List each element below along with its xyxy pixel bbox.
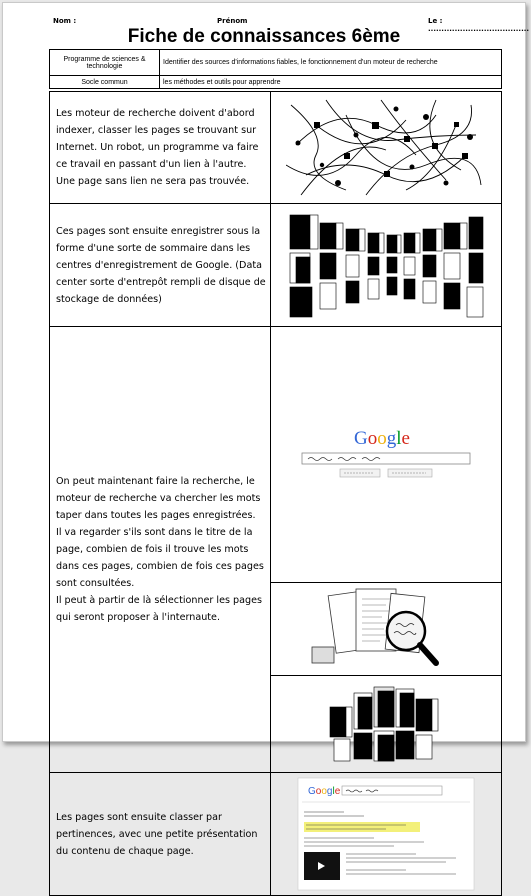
socle-label: Socle commun <box>50 76 160 89</box>
page-title: Fiche de connaissances 6ème <box>127 26 401 47</box>
results-page-image <box>286 776 486 892</box>
google-logo-letter: g <box>386 427 397 449</box>
search-paragraph-3: Il peut à partir de là sélectionner les pages qui seront proposer à l'internaute. <box>56 595 262 623</box>
google-logo-letter: o <box>315 786 322 797</box>
google-logo-letter: l <box>332 786 335 797</box>
google-results-logo <box>308 786 341 797</box>
nom-label: Nom : <box>53 17 77 25</box>
google-logo-letter: g <box>326 786 333 797</box>
magnifier-image <box>286 585 486 673</box>
google-search-image <box>286 425 486 485</box>
socle-value: les méthodes et outils pour apprendre <box>160 76 502 89</box>
network-graph-cell <box>271 92 502 204</box>
search-paragraph-1: On peut maintenant faire la recherche, le moteur de recherche va chercher les mots taper dans toutes les pages enregistrées. <box>56 476 261 521</box>
google-logo-letter: e <box>401 427 410 449</box>
ranked-blocks-image <box>286 679 486 769</box>
google-logo <box>354 428 410 449</box>
search-text <box>50 327 271 773</box>
google-logo-letter: l <box>396 427 402 449</box>
worksheet-page <box>2 2 530 857</box>
google-logo-letter: G <box>308 786 316 797</box>
google-logo-letter: G <box>354 427 368 449</box>
google-logo-letter: o <box>367 427 378 449</box>
content-table <box>49 91 502 896</box>
storage-text: Ces pages sont ensuite enregistrer sous la forme d'une sorte de sommaire dans les centres d'enregistrement de Google. (Data center sorte d'entrepôt rempli de disque de stockage de données) <box>50 204 271 327</box>
data-center-cell <box>271 204 502 327</box>
results-page-cell <box>271 773 502 896</box>
programme-label: Programme de sciences & technologie <box>50 50 160 76</box>
search-paragraph-2: Il va regarder s'ils sont dans le titre de la page, combien de fois il trouve les mots dans ces pages, combien de fois ces pages sont consultées. <box>56 527 264 589</box>
ranking-text: Les pages sont ensuite classer par pertinences, avec une petite présentation du contenu de chaque page. <box>50 773 271 896</box>
ranked-blocks-cell <box>271 676 502 773</box>
google-logo-letter: o <box>321 786 327 797</box>
data-center-image <box>286 209 486 321</box>
prenom-label: Prénom <box>217 17 248 25</box>
magnifier-cell <box>271 583 502 676</box>
network-graph-image <box>286 95 486 201</box>
date-field: Le : ...................................... <box>428 17 530 33</box>
google-search-cell <box>271 327 502 583</box>
indexing-text: Les moteur de recherche doivent d'abord indexer, classer les pages se trouvant sur Internet. Un robot, un programme va faire ce travail en passant d'un lien à l'autre. Une page sans lien ne sera pas trouvée. <box>50 92 271 204</box>
google-logo-letter: e <box>334 786 341 797</box>
programme-value: Identifier des sources d'informations fiables, le fonctionnement d'un moteur de recherche <box>160 50 502 76</box>
info-table <box>49 49 502 89</box>
google-logo-letter: o <box>377 427 387 449</box>
